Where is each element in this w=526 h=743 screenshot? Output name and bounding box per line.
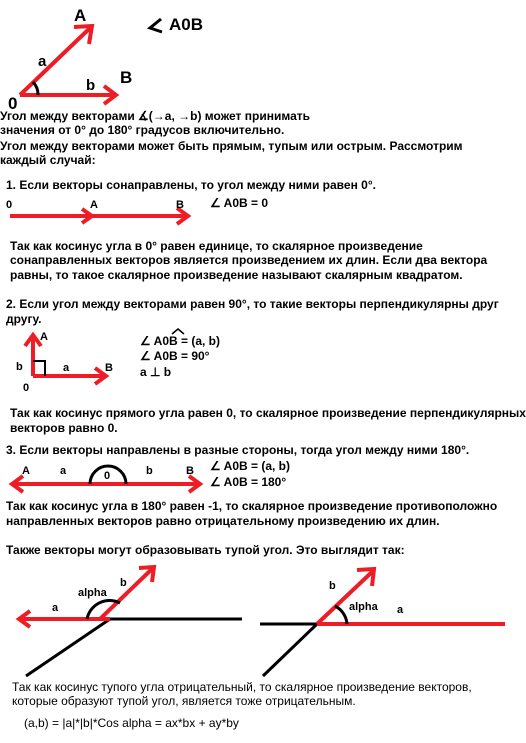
case1-label-O: 0	[6, 199, 13, 211]
case3-label-b: b	[146, 465, 153, 477]
case3-heading: 3. Если векторы направлены в разные стороны, тогда угол между ними 180°.	[6, 443, 470, 457]
case1-label-A: A	[90, 199, 98, 211]
case2-heading-1: 2. Если угол между векторами равен 90°, то такие векторы перпендикулярны друг	[6, 297, 499, 311]
case2-formula-2: ∠ A0B = 90°	[140, 349, 210, 363]
case2-label-O: 0	[23, 382, 30, 394]
case2-label-b: b	[16, 361, 23, 373]
case2-text-2: векторов равно 0.	[10, 421, 118, 435]
case1-text-1: Так как косинус угла в 0° равен единице, то скалярное произведение	[10, 239, 423, 253]
intro-line-2: значения от 0° до 180° градусов включительно.	[0, 123, 285, 137]
angle-name: A0B	[169, 15, 204, 34]
case3-text-2: направленных векторов равно отрицательному произведению их длин.	[6, 514, 440, 528]
left-label-b: b	[120, 577, 127, 589]
case1-formula: ∠ A0B = 0	[210, 196, 269, 210]
left-label-a: a	[52, 602, 59, 614]
dot-product-formula: (a,b) = |a|*|b|*Cos alpha = ax*bx + ay*by	[24, 716, 239, 730]
case3-formula-2: ∠ A0B = 180°	[210, 475, 287, 489]
right-label-alpha: alpha	[349, 601, 378, 613]
case3-label-O: 0	[104, 470, 111, 482]
obtuse-figure-right	[255, 555, 515, 680]
case2-heading-2: другу.	[6, 312, 42, 326]
right-label-a: a	[397, 604, 404, 616]
case1-heading: 1. Если векторы сонаправлены, то угол между ними равен 0°.	[6, 178, 376, 192]
case2-label-A: A	[40, 331, 48, 343]
case3-label-a: a	[60, 465, 67, 477]
intro-line-4: каждый случай:	[0, 153, 96, 167]
label-b: b	[86, 77, 96, 94]
intro-line-3: Угол между векторами может быть прямым, тупым или острым. Рассмотрим	[0, 139, 463, 153]
case2-formula-3: a ⊥ b	[140, 365, 172, 379]
case1-label-B: B	[176, 199, 184, 211]
label-a: a	[38, 53, 47, 70]
case2-label-B: B	[105, 362, 113, 374]
case3-label-B: B	[186, 465, 194, 477]
label-A: A	[74, 6, 87, 25]
intro-line-1: Угол между векторами ∡(→a, →b) может принимать	[0, 109, 310, 123]
case3-formula-1: ∠ A0B = (a, b)	[210, 459, 290, 473]
case1-text-3: равны, то такое скалярное произведение называют скалярным квадратом.	[10, 268, 463, 282]
case3-text-1: Так как косинус угла в 180° равен -1, то скалярное произведение противоположно	[6, 499, 498, 513]
case2-formula-1: ∠ A0B = (a, b)	[140, 334, 220, 348]
label-O: 0	[8, 94, 18, 112]
case2-label-a: a	[63, 362, 70, 374]
left-label-alpha: alpha	[78, 587, 107, 599]
label-B: B	[120, 68, 133, 87]
angle-icon	[150, 19, 162, 32]
case3-label-A: A	[22, 465, 30, 477]
case2-figure	[0, 325, 260, 395]
case1-text-2: сонаправленных векторов является произведением их длин. Если два вектора	[10, 253, 488, 267]
case3-figure	[0, 457, 300, 497]
case1-figure	[0, 195, 300, 235]
obtuse-heading: Также векторы могут образовывать тупой угол. Это выглядит так:	[6, 543, 405, 557]
obtuse-figure-left	[0, 555, 270, 680]
right-label-b: b	[329, 580, 336, 592]
case2-text-1: Так как косинус прямого угла равен 0, то скалярное произведение перпендикулярных	[10, 406, 526, 420]
obtuse-text-2: которые образуют тупой угол, является тоже отрицательным.	[12, 694, 356, 708]
obtuse-text-1: Так как косинус тупого угла отрицательный, то скалярное произведение векторов,	[12, 680, 472, 694]
top-vector-figure	[0, 0, 260, 112]
